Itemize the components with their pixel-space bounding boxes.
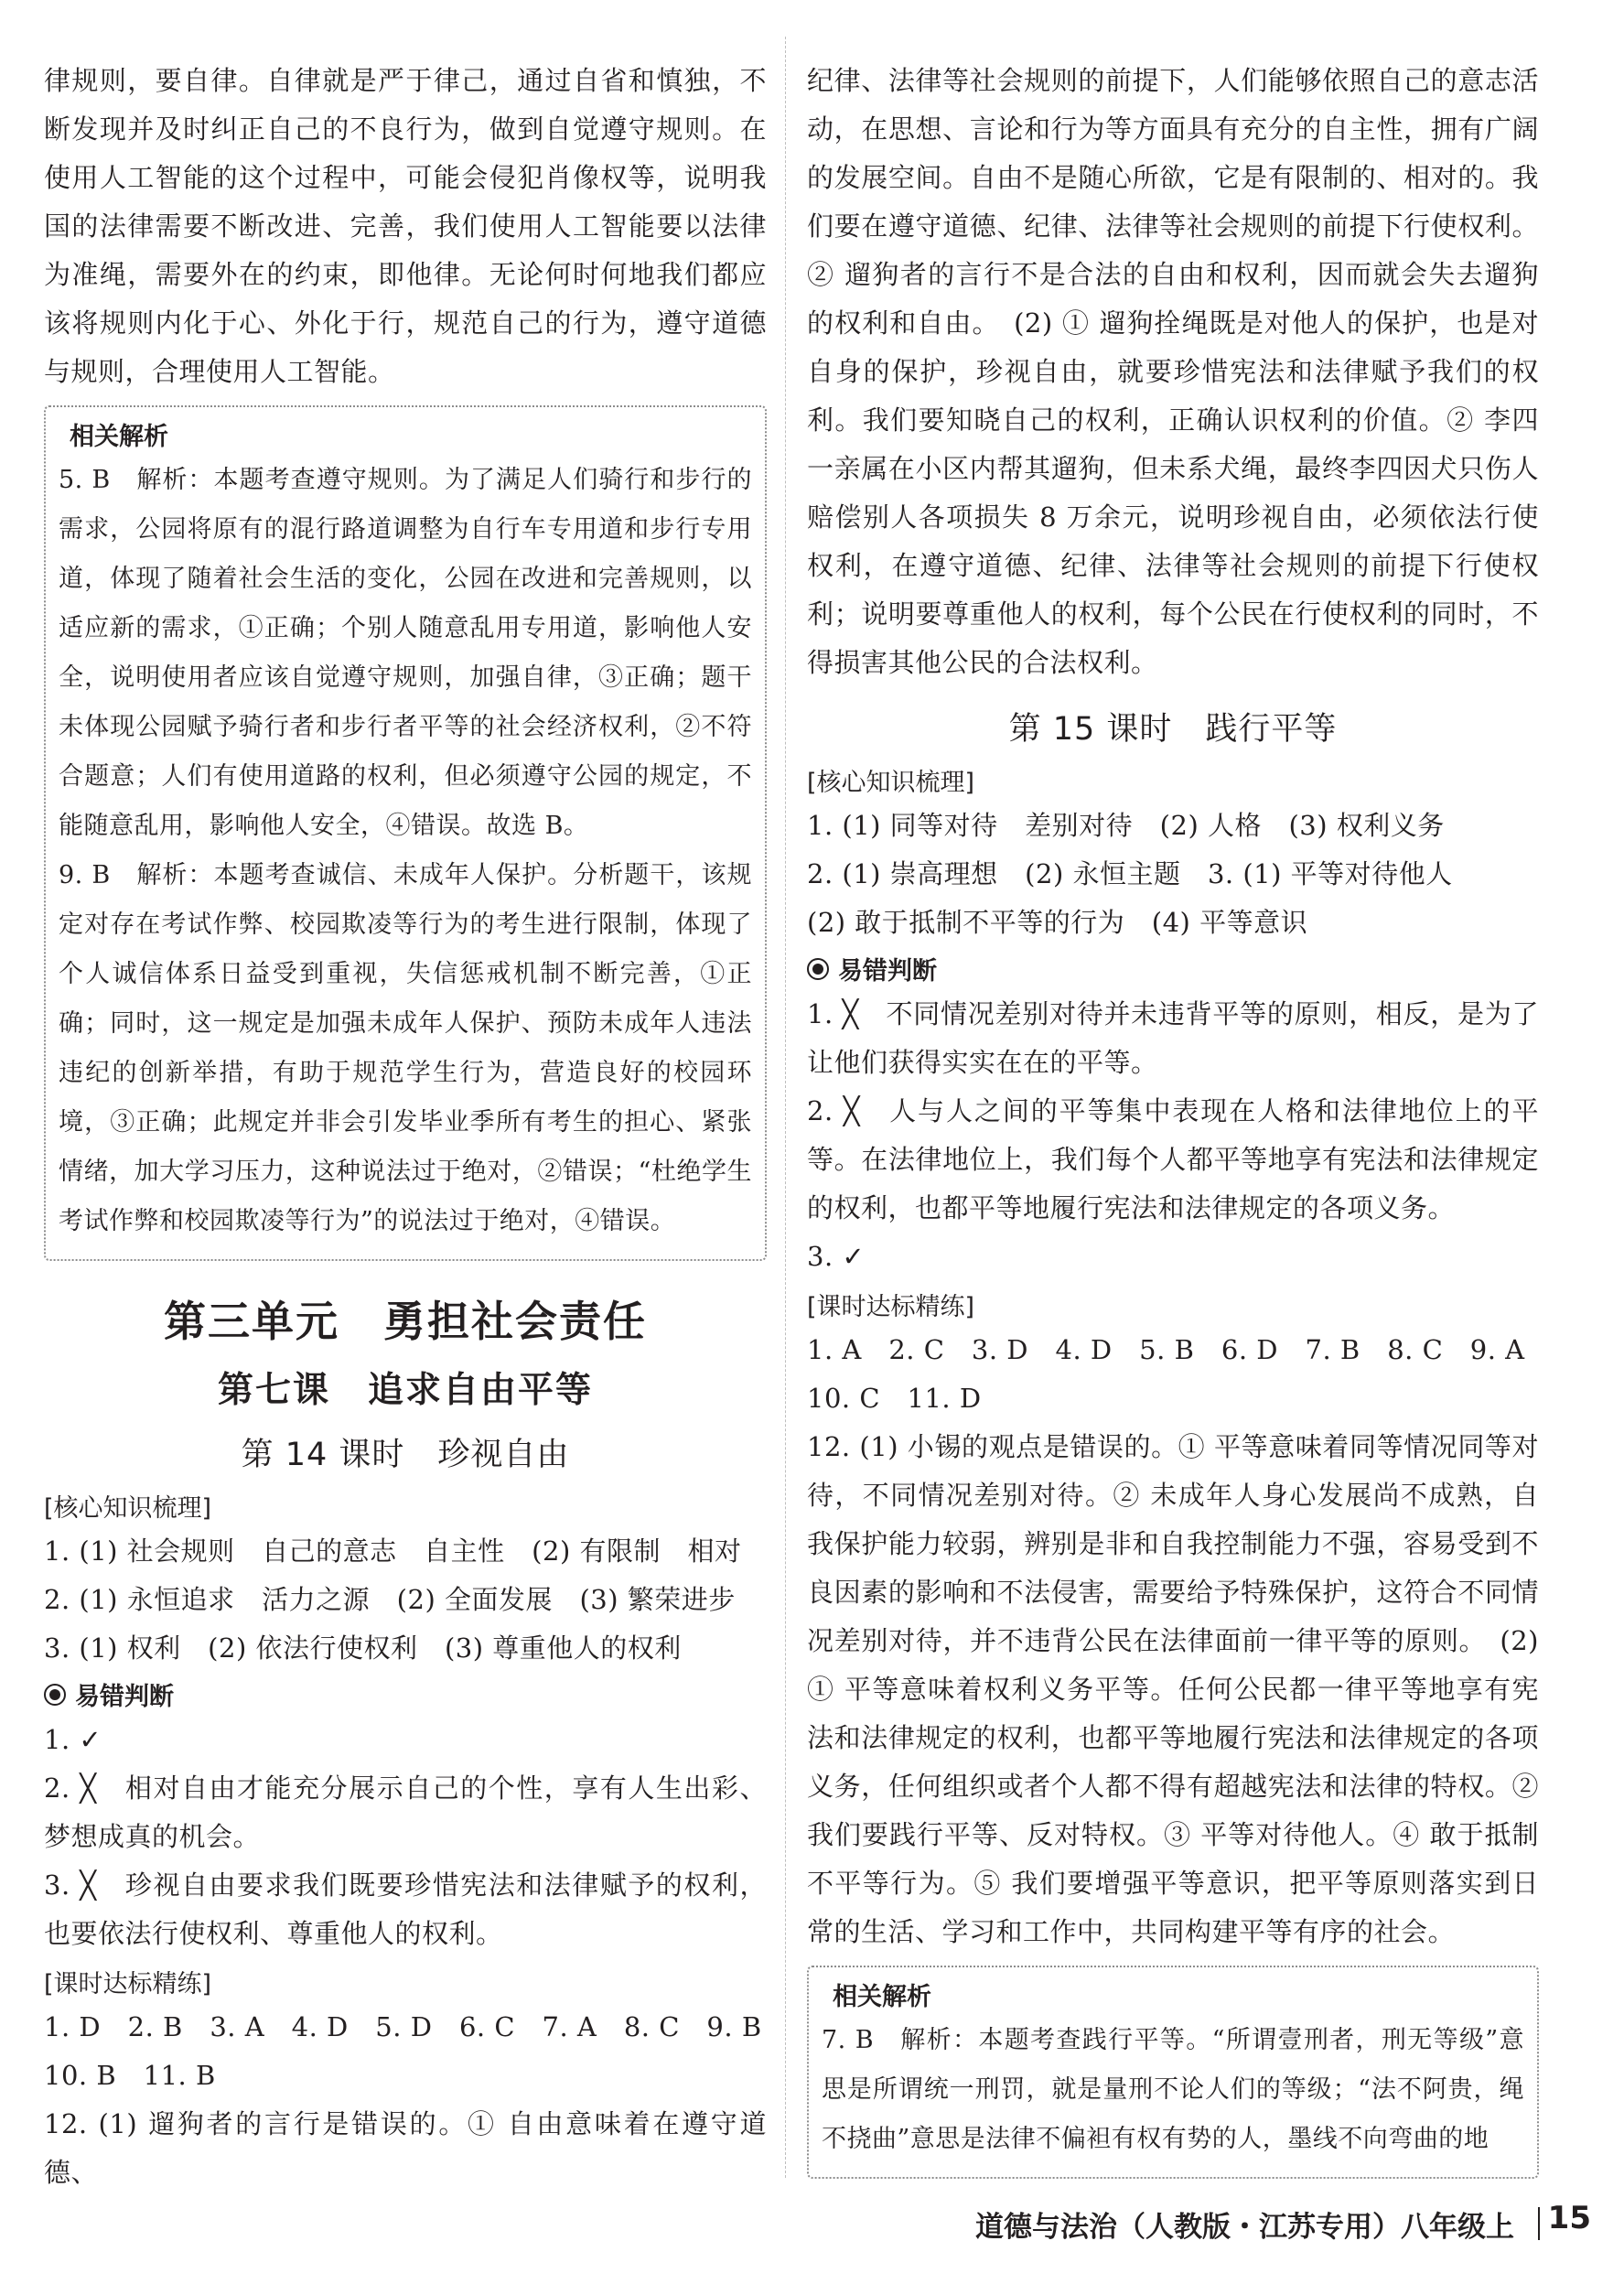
intro-paragraph: 律规则，要自律。自律就是严于律己，通过自省和慎独，不断发现并及时纠正自己的不良行为，做到自觉遵守规则。在使用人工智能的这个过程中，可能会侵犯肖像权等，说明我国的法律需要不断改进、完善，我们使用人工智能要以法律为准绳，需要外在的约束，即他律。无论何时何地我们都应该将规则内化于心、外化于行，规范自己的行为，遵守道德与规则，合理使用人工智能。	[44, 65, 767, 387]
target-icon	[807, 958, 829, 980]
target-icon	[44, 1684, 66, 1706]
unit-title: 第三单元 勇担社会责任	[164, 1297, 647, 1346]
session-title: 第 15 课时 践行平等	[1008, 711, 1338, 748]
practice-line: 10. C 11. D	[807, 1383, 982, 1414]
tip-line: 2. ╳ 人与人之间的平等集中表现在人格和法律地位上的平等。在法律地位上，我们每个人都平等地享有宪法和法律规定的权利，也都平等地履行宪法和法律规定的各项义务。	[807, 1095, 1539, 1223]
tip-line: 1. ✓	[44, 1724, 102, 1755]
error-judgment-heading	[807, 951, 1539, 986]
core-line: 1. (1) 社会规则 自己的意志 自主性 (2) 有限制 相对	[44, 1535, 742, 1567]
practice-line: 10. B 11. B	[44, 2060, 216, 2091]
core-line: 2. (1) 崇高理想 (2) 永恒主题 3. (1) 平等对待他人	[807, 858, 1453, 889]
core-line: 3. (1) 权利 (2) 依法行使权利 (3) 尊重他人的权利	[44, 1632, 682, 1664]
analysis-item: 9. B 解析：本题考查诚信、未成年人保护。分析题干，该规定对存在考试作弊、校园欺凌等行为的考生进行限制，体现了个人诚信体系日益受到重视，失信惩戒机制不断完善，①正确；同时，这一规定是加强未成年人保护、预防未成年人违法违纪的创新举措，有助于规范学生行为，营造良好的校园环境，③正确；此规定并非会引发毕业季所有考生的担心、紧张情绪，加大学习压力，这种说法过于绝对，②错误；“杜绝学生考试作弊和校园欺凌等行为”的说法过于绝对，④错误。	[59, 861, 752, 1235]
practice-line: 1. D 2. B 3. A 4. D 5. D 6. C 7. A 8. C 9. B	[44, 2011, 762, 2042]
practice-line: 12. (1) 小锡的观点是错误的。① 平等意味着同等情况同等对待，不同情况差别对待。② 未成年人身心发展尚不成熟，自我保护能力较弱，辨别是非和自我控制能力不强，容易受到不良因素的影响和不法侵害，需要给予特殊保护，这符合不同情况差别对待，并不违背公民在法律面前一律平等的原则。 (2) ① 平等意味着权利义务平等。任何公民都一律平等地享有宪法和法律规定的权利，也都平等地履行宪法和法律规定的各项义务，任何组织或者个人都不得有超越宪法和法律的特权。② 我们要践行平等、反对特权。③ 平等对待他人。④ 敢于抵制不平等行为。⑤ 我们要增强平等意识，把平等原则落实到日常的生活、学习和工作中，共同构建平等有序的社会。	[807, 1431, 1539, 1947]
practice-line: 1. A 2. C 3. D 4. D 5. B 6. D 7. B 8. C 9. A	[807, 1334, 1525, 1365]
tip-line: 1. ╳ 不同情况差别对待并未违背平等的原则，相反，是为了让他们获得实实在在的平等。	[807, 998, 1539, 1078]
right-column	[807, 57, 1539, 2193]
tip-line: 3. ╳ 珍视自由要求我们既要珍惜宪法和法律赋予的权利，也要依法行使权利、尊重他人的权利。	[44, 1869, 767, 1949]
tip-line: 3. ✓	[807, 1241, 866, 1272]
core-line: (2) 敢于抵制不平等的行为 (4) 平等意识	[807, 907, 1308, 938]
analysis-item: 7. B 解析：本题考查践行平等。“所谓壹刑者，刑无等级”意思是所谓统一刑罚，就是量刑不论人们的等级；“法不阿贵，绳不挠曲”意思是法律不偏袒有权有势的人，墨线不向弯曲的地	[822, 2026, 1524, 2153]
core-line: 2. (1) 永恒追求 活力之源 (2) 全面发展 (3) 繁荣进步	[44, 1584, 736, 1615]
analysis-item: 5. B 解析：本题考查遵守规则。为了满足人们骑行和步行的需求，公园将原有的混行路道调整为自行车专用道和步行专用道，体现了随着社会生活的变化，公园在改进和完善规则，以适应新的需求，①正确；个别人随意乱用专用道，影响他人安全，说明使用者应该自觉遵守规则，加强自律，③正确；题干未体现公园赋予骑行者和步行者平等的社会经济权利，②不符合题意；人们有使用道路的权利，但必须遵守公园的规定，不能随意乱用，影响他人安全，④错误。故选 B。	[59, 466, 752, 840]
column-divider	[785, 37, 786, 2178]
practice-heading: [课时达标精练]	[44, 1970, 212, 1998]
tip-line: 2. ╳ 相对自由才能充分展示自己的个性，享有人生出彩、梦想成真的机会。	[44, 1772, 767, 1852]
book-title: 道德与法治（人教版・江苏专用）八年级上	[975, 2211, 1514, 2244]
core-knowledge-heading: [核心知识梳理]	[807, 769, 975, 797]
page-footer	[0, 2196, 1624, 2251]
continued-paragraph: 纪律、法律等社会规则的前提下，人们能够依照自己的意志活动，在思想、言论和行为等方面具有充分的自主性，拥有广阔的发展空间。自由不是随心所欲，它是有限制的、相对的。我们要在遵守道德、纪律、法律等社会规则的前提下行使权利。② 遛狗者的言行不是合法的自由和权利，因而就会失去遛狗的权利和自由。 (2) ① 遛狗拴绳既是对他人的保护，也是对自身的保护，珍视自由，就要珍惜宪法和法律赋予我们的权利。我们要知晓自己的权利，正确认识权利的价值。② 李四一亲属在小区内帮其遛狗，但未系犬绳，最终李四因犬只伤人赔偿别人各项损失 8 万余元，说明珍视自由，必须依法行使权利，在遵守道德、纪律、法律等社会规则的前提下行使权利；说明要尊重他人的权利，每个公民在行使权利的同时，不得损害其他公民的合法权利。	[807, 65, 1539, 678]
error-judgment-label: 易错判断	[838, 957, 937, 986]
analysis-box	[44, 405, 767, 1261]
error-judgment-label: 易错判断	[75, 1683, 174, 1711]
error-judgment-heading	[44, 1676, 767, 1712]
core-knowledge-heading: [核心知识梳理]	[44, 1494, 212, 1523]
lesson-title: 第七课 追求自由平等	[217, 1370, 593, 1411]
left-column	[44, 57, 767, 2197]
analysis-title: 相关解析	[70, 423, 168, 451]
analysis-box	[807, 1966, 1539, 2179]
footer-separator	[1538, 2207, 1540, 2240]
page-number: 15	[1547, 2200, 1591, 2236]
analysis-title: 相关解析	[833, 1983, 931, 2011]
practice-heading: [课时达标精练]	[807, 1293, 975, 1321]
session-title: 第 14 课时 珍视自由	[241, 1437, 570, 1473]
practice-line: 12. (1) 遛狗者的言行是错误的。① 自由意味着在遵守道德、	[44, 2108, 767, 2188]
core-line: 1. (1) 同等对待 差别对待 (2) 人格 (3) 权利义务	[807, 810, 1445, 841]
